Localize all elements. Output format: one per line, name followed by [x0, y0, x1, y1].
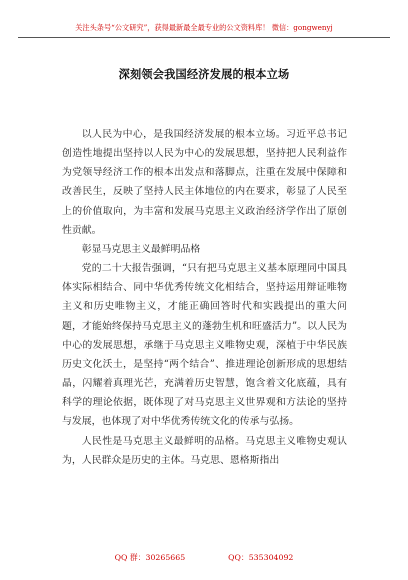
- body-paragraph: 党的二十大报告强调，“只有把马克思主义基本原理同中国具体实际相结合、同中华优秀传统文化相结合，坚持运用辩证唯物主义和历史唯物主义，才能正确回答时代和实践提出的重大问题，才能始终保持马克思主义的蓬勃生机和旺盛活力”。以人民为中心的发展思想，承继于马克思主义唯物史观，深植于中华民族历史文化沃土，是坚持“两个结合”、推进理论创新形成的思想结晶，闪耀着真理光芒，充满着历史智慧，饱含着文化底蕴，具有科学的理论依据，既体现了对马克思主义世界观和方法论的坚持与发展，也体现了对中华优秀传统文化的传承与弘扬。: [62, 263, 347, 428]
- footer-contact: [0, 553, 408, 563]
- body-paragraph: 以人民为中心，是我国经济发展的根本立场。习近平总书记创造性地提出坚持以人民为中心的发展思想，坚持把人民利益作为党领导经济工作的根本出发点和落脚点，注重在发展中保障和改善民生，反映了坚持人民主体地位的内在要求，彰显了人民至上的价值取向，为丰富和发展马克思主义政治经济学作出了原创性贡献。: [62, 129, 347, 236]
- header-divider: [18, 37, 390, 38]
- qq-contact-text: QQ：535304092: [228, 553, 294, 562]
- qq-group-text: QQ 群：30265665: [114, 553, 186, 562]
- document-body: [62, 125, 347, 470]
- section-subheading: 彰显马克思主义最鲜明品格: [81, 243, 201, 255]
- header-note: 关注头条号“公文研究”，获得最新最全最专业的公文资料库！ 微信：gongwenyj: [75, 23, 333, 32]
- body-paragraph: 人民性是马克思主义最鲜明的品格。马克思主义唯物史观认为，人民群众是历史的主体。马克思、恩格斯指出: [62, 435, 347, 466]
- document-title: 深刻领会我国经济发展的根本立场: [118, 67, 290, 81]
